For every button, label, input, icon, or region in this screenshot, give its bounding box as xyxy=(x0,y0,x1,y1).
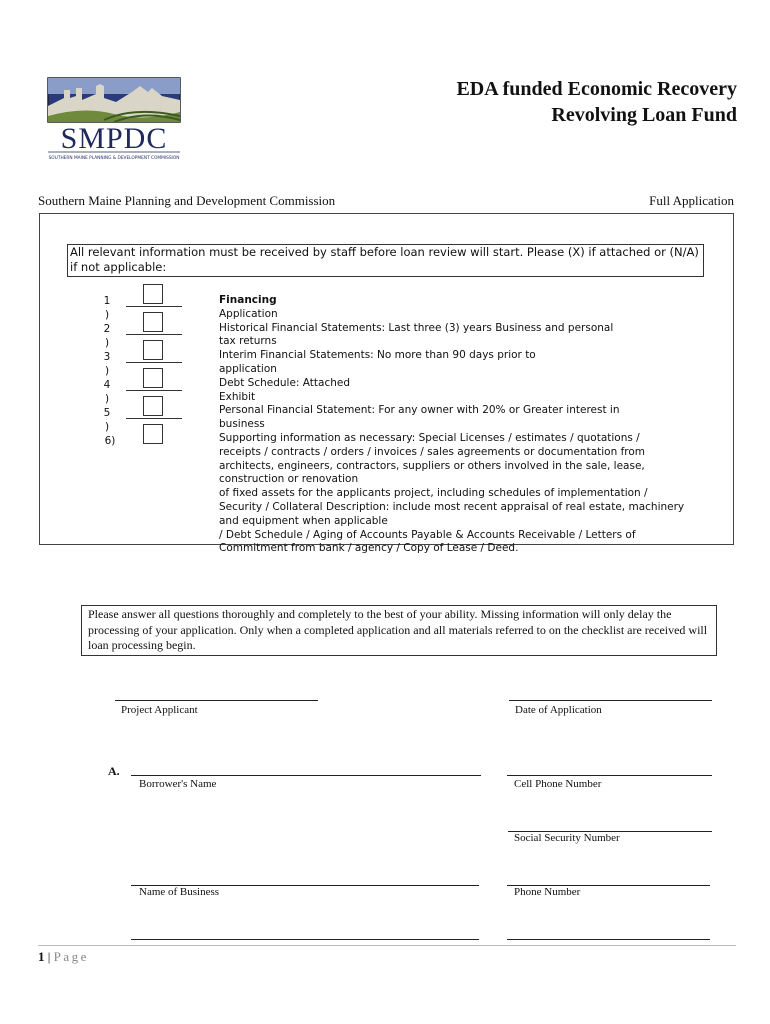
checklist-number: ) xyxy=(104,393,110,405)
checklist-line: Application xyxy=(219,307,278,320)
notice-text: All relevant information must be received by staff before loan review will start. Please (X) if attached or (N/A) if not applicable: xyxy=(67,244,704,277)
project-applicant-label: Project Applicant xyxy=(121,704,198,716)
checkbox-personal-financial-statement[interactable] xyxy=(143,396,163,416)
checklist-line: Supporting information as necessary: Special Licenses / estimates / quotations / xyxy=(219,431,640,444)
checklist-number: 5 xyxy=(103,407,111,419)
checklist-heading: Financing xyxy=(219,294,277,306)
document-title xyxy=(456,76,737,128)
page-number: 1 xyxy=(38,949,45,964)
checklist-line: architects, engineers, contractors, suppliers or others involved in the sale, lease, xyxy=(219,459,645,472)
title-line-2: Revolving Loan Fund xyxy=(551,104,737,126)
logo-subtext: SOUTHERN MAINE PLANNING & DEVELOPMENT COMMISSION xyxy=(48,156,180,161)
checklist-line: construction or renovation xyxy=(219,473,359,486)
checklist-number: ) xyxy=(104,421,110,433)
checklist-number: 4 xyxy=(103,379,111,391)
checklist-number: ) xyxy=(104,309,110,321)
borrowers-name-line[interactable] xyxy=(131,775,481,776)
checklist-number: ) xyxy=(104,337,110,349)
phone-number-label: Phone Number xyxy=(514,886,581,898)
checkbox-underline xyxy=(126,334,182,335)
checklist-line: application xyxy=(219,362,277,375)
logo-graphic xyxy=(44,76,184,164)
ssn-label: Social Security Number xyxy=(514,832,620,844)
checklist-line: Interim Financial Statements: No more than 90 days prior to xyxy=(219,349,536,362)
instructions-box: Please answer all questions thoroughly and completely to the best of your ability. Missing information will only delay the processing of your application. Only when a completed application and all materials referred to on the checklist are received will loan processing begin. xyxy=(81,605,717,656)
organization-name: Southern Maine Planning and Development Commission xyxy=(38,193,336,208)
business-name-label: Name of Business xyxy=(139,886,220,898)
checkbox-underline xyxy=(126,306,182,307)
checklist-line: Security / Collateral Description: include most recent appraisal of real estate, machinery xyxy=(219,500,685,513)
checkbox-underline xyxy=(126,418,182,419)
checkbox-interim-financials[interactable] xyxy=(143,340,163,360)
checklist-line: / Debt Schedule / Aging of Accounts Payable & Accounts Receivable / Letters of xyxy=(219,528,636,541)
checkbox-underline xyxy=(126,362,182,363)
borrowers-name-label: Borrower's Name xyxy=(139,778,217,790)
page-label: Page xyxy=(53,949,89,964)
next-field-line-right[interactable] xyxy=(507,939,710,940)
checklist-number: ) xyxy=(104,365,110,377)
checklist-line: Commitment from bank / agency / Copy of Lease / Deed. xyxy=(219,542,519,555)
checklist-line: Exhibit xyxy=(219,390,256,403)
checklist-line: Debt Schedule: Attached xyxy=(219,376,351,389)
checklist-items xyxy=(219,294,729,556)
checkbox-application[interactable] xyxy=(143,284,163,304)
checklist-line: and equipment when applicable xyxy=(219,514,388,527)
checklist-number: 3 xyxy=(103,351,111,363)
title-line-1: EDA funded Economic Recovery xyxy=(456,78,737,100)
smpdc-logo xyxy=(44,76,184,164)
checklist-number: 6) xyxy=(104,435,116,447)
checklist-line: of fixed assets for the applicants project, including schedules of implementation / xyxy=(219,487,648,500)
checkbox-underline xyxy=(126,390,182,391)
logo-text: SMPDC xyxy=(60,122,168,155)
section-a-label: A. xyxy=(108,764,120,778)
cell-phone-line[interactable] xyxy=(507,775,712,776)
page-footer xyxy=(38,949,89,965)
checklist-line: Personal Financial Statement: For any owner with 20% or Greater interest in xyxy=(219,404,620,417)
next-field-line[interactable] xyxy=(131,939,479,940)
date-of-application-line[interactable] xyxy=(509,700,712,701)
form-type: Full Application xyxy=(649,193,734,208)
date-of-application-label: Date of Application xyxy=(515,704,602,716)
cell-phone-label: Cell Phone Number xyxy=(514,778,602,790)
checklist-line: tax returns xyxy=(219,335,277,348)
checkbox-debt-schedule[interactable] xyxy=(143,368,163,388)
project-applicant-line[interactable] xyxy=(115,700,318,701)
checkbox-historical-financials[interactable] xyxy=(143,312,163,332)
footer-divider xyxy=(38,945,736,946)
checklist-line: business xyxy=(219,418,265,431)
checklist-line: receipts / contracts / orders / invoices / sales agreements or documentation from xyxy=(219,445,646,458)
page-separator: | xyxy=(44,949,54,964)
checklist-number: 1 xyxy=(103,295,111,307)
checklist-line: Historical Financial Statements: Last three (3) years Business and personal xyxy=(219,321,614,334)
checkbox-supporting-information[interactable] xyxy=(143,424,163,444)
checklist-number: 2 xyxy=(103,323,111,335)
